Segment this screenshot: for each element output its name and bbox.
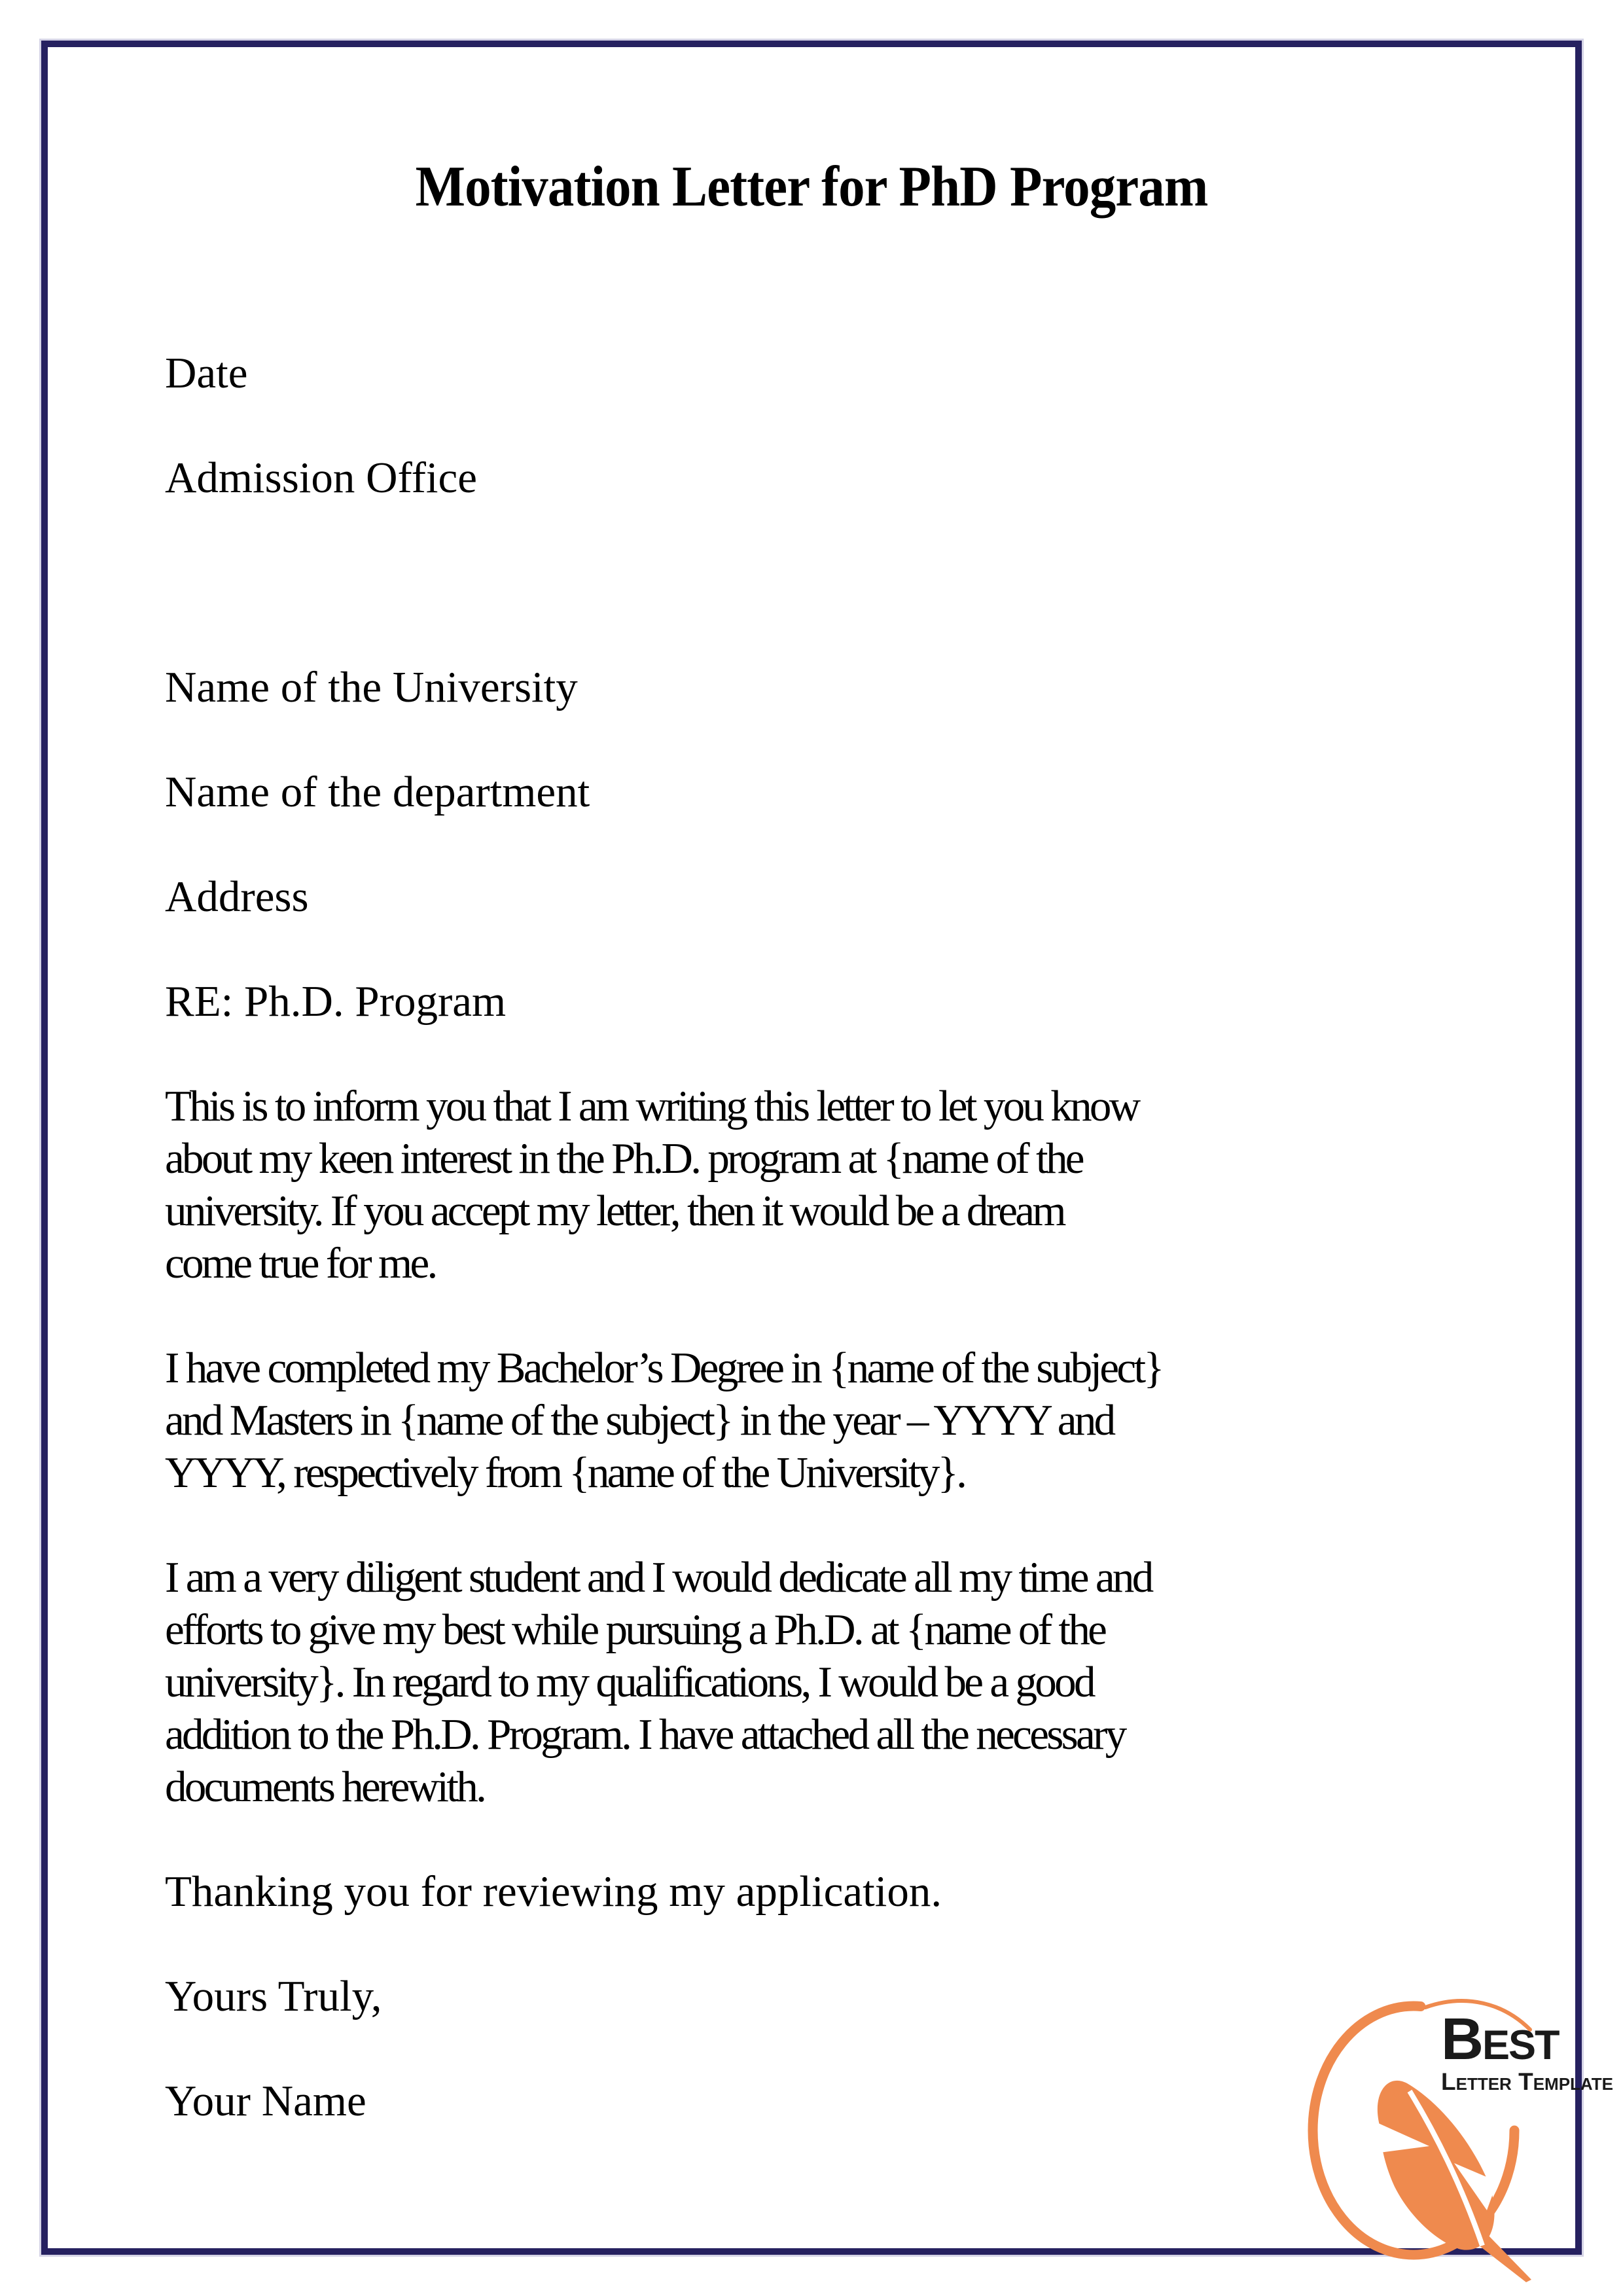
paragraph-interest [165, 1080, 1458, 1289]
letter-content [48, 47, 1575, 2248]
paragraph-line: I am a very diligent student and I would dedicate all my time and [165, 1553, 1152, 1602]
paragraph-line: This is to inform you that I am writing this letter to let you know [165, 1082, 1139, 1130]
brand-logo [1301, 1988, 1613, 2289]
paragraph-education [165, 1342, 1458, 1499]
paragraph-line: about my keen interest in the Ph.D. program at {name of the [165, 1134, 1082, 1183]
paragraph-line: YYYY, respectively from {name of the University}. [165, 1448, 965, 1497]
page-title: Motivation Letter for PhD Program [415, 155, 1208, 219]
brand-name: Best [1441, 2007, 1559, 2072]
paragraph-line: documents herewith. [165, 1763, 485, 1811]
admission-office-line: Admission Office [165, 454, 478, 502]
subject-line: RE: Ph.D. Program [165, 977, 507, 1026]
page-border [41, 41, 1613, 2255]
signature-line: Your Name [165, 2077, 366, 2125]
paragraph-qualifications [165, 1551, 1458, 1813]
paragraph-line: come true for me. [165, 1239, 436, 1287]
paragraph-line: and Masters in {name of the subject} in the year – YYYY and [165, 1396, 1114, 1444]
signoff-line: Yours Truly, [165, 1972, 382, 2020]
department-name-line: Name of the department [165, 768, 590, 816]
paragraph-line: I have completed my Bachelor’s Degree in {name of the subject} [165, 1344, 1162, 1392]
university-name-line: Name of the University [165, 663, 578, 711]
paragraph-line: university. If you accept my letter, then it would be a dream [165, 1187, 1064, 1235]
paragraph-line: efforts to give my best while pursuing a Ph.D. at {name of the [165, 1605, 1105, 1654]
address-line: Address [165, 872, 309, 921]
brand-tagline: Letter Template [1441, 2068, 1613, 2095]
closing-line: Thanking you for reviewing my application. [165, 1867, 942, 1916]
paragraph-line: addition to the Ph.D. Program. I have attached all the necessary [165, 1710, 1125, 1759]
paragraph-line: university}. In regard to my qualifications, I would be a good [165, 1658, 1094, 1706]
date-line: Date [165, 349, 248, 397]
